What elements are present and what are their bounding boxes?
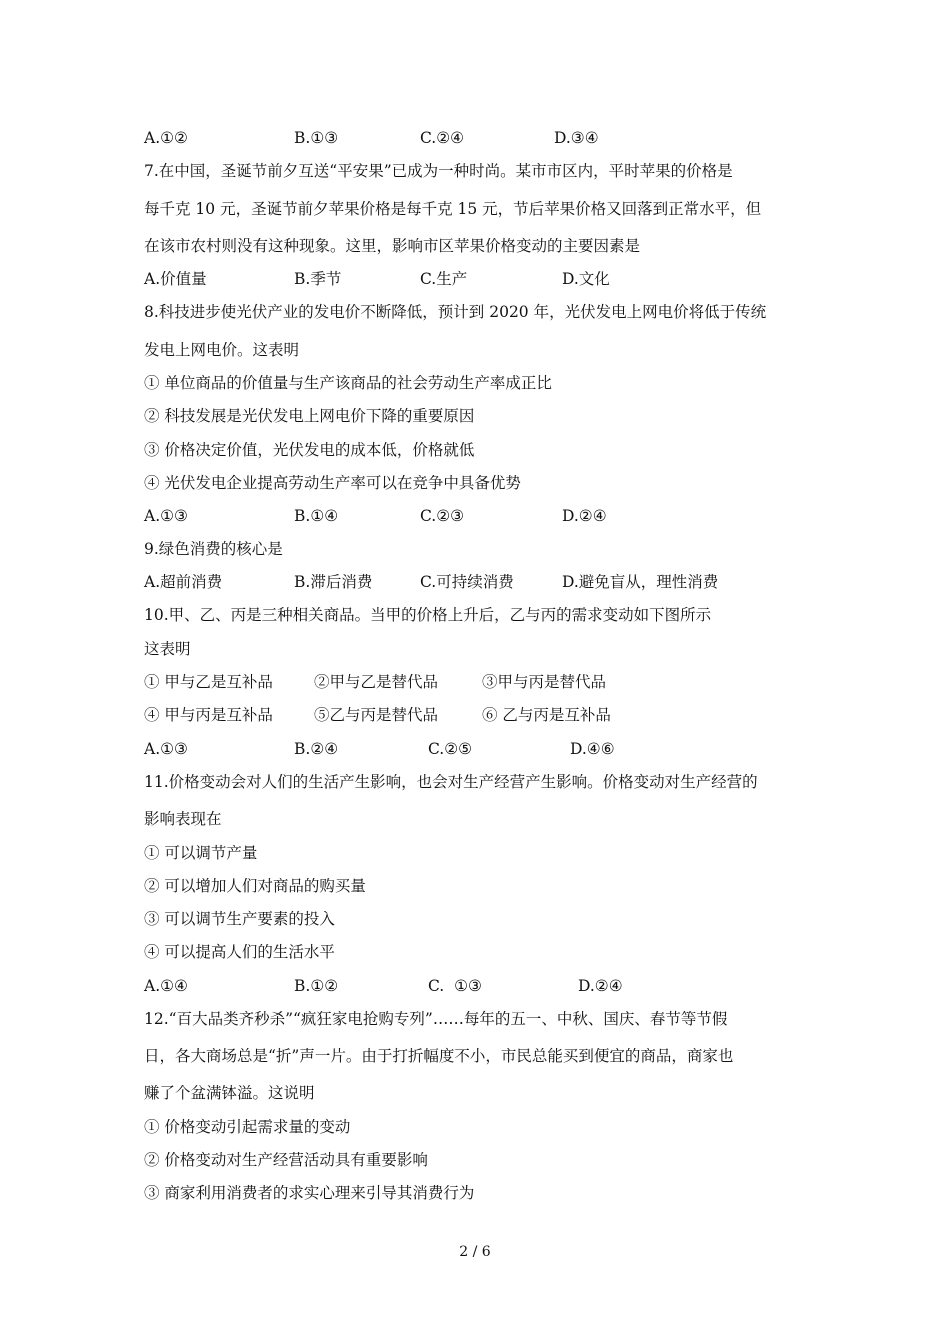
q11-item-2: ② 可以增加人们对商品的购买量 (144, 877, 366, 895)
q12-stem-line-1: 12.“百大品类齐秒杀”“疯狂家电抢购专列”……每年的五一、中秋、国庆、春节等节假 (144, 1010, 728, 1028)
q7-option-b: B.季节 (294, 270, 342, 288)
q8-option-a: A.①③ (144, 507, 188, 525)
q11-item-4: ④ 可以提高人们的生活水平 (144, 943, 335, 961)
q10-item-6: ⑥ 乙与丙是互补品 (482, 706, 611, 724)
q7-option-d: D.文化 (562, 270, 610, 288)
q11-stem-line-2: 影响表现在 (144, 810, 222, 828)
q8-item-4: ④ 光伏发电企业提高劳动生产率可以在竞争中具备优势 (144, 474, 521, 492)
q12-stem-line-2: 日，各大商场总是“折”声一片。由于打折幅度不小，市民总能买到便宜的商品，商家也 (144, 1047, 734, 1065)
q12-stem-line-3: 赚了个盆满钵溢。这说明 (144, 1084, 315, 1102)
q8-option-d: D.②④ (562, 507, 607, 525)
q10-option-a: A.①③ (144, 740, 188, 758)
q11-option-c: C. ①③ (428, 977, 482, 995)
q7-stem-line-3: 在该市农村则没有这种现象。这里，影响市区苹果价格变动的主要因素是 (144, 237, 641, 255)
q12-item-1: ① 价格变动引起需求量的变动 (144, 1118, 351, 1136)
q10-stem-line-1: 10.甲、乙、丙是三种相关商品。当甲的价格上升后，乙与丙的需求变动如下图所示 (144, 606, 712, 624)
q12-item-2: ② 价格变动对生产经营活动具有重要影响 (144, 1151, 428, 1169)
q11-option-d: D.②④ (578, 977, 623, 995)
q10-item-4: ④ 甲与丙是互补品 (144, 706, 273, 724)
q8-stem-line-2: 发电上网电价。这表明 (144, 341, 300, 359)
q10-item-3: ③甲与丙是替代品 (482, 673, 607, 691)
q8-option-c: C.②③ (420, 507, 465, 525)
q9-option-d: D.避免盲从，理性消费 (562, 573, 719, 591)
q9-stem: 9.绿色消费的核心是 (144, 540, 283, 558)
q11-option-a: A.①④ (144, 977, 188, 995)
q10-item-5: ⑤乙与丙是替代品 (314, 706, 439, 724)
q11-stem-line-1: 11.价格变动会对人们的生活产生影响，也会对生产经营产生影响。价格变动对生产经营的 (144, 773, 758, 791)
q10-item-1: ① 甲与乙是互补品 (144, 673, 273, 691)
q8-item-3: ③ 价格决定价值，光伏发电的成本低，价格就低 (144, 441, 475, 459)
q8-option-b: B.①④ (294, 507, 339, 525)
q10-option-b: B.②④ (294, 740, 339, 758)
page-number: 2 / 6 (459, 1244, 491, 1260)
q8-item-1: ① 单位商品的价值量与生产该商品的社会劳动生产率成正比 (144, 374, 552, 392)
q7-stem-line-2: 每千克 10 元，圣诞节前夕苹果价格是每千克 15 元，节后苹果价格又回落到正常水平，但 (144, 200, 762, 218)
q12-item-3: ③ 商家利用消费者的求实心理来引导其消费行为 (144, 1184, 475, 1202)
q11-item-1: ① 可以调节产量 (144, 844, 258, 862)
q6-option-d: D.③④ (554, 129, 599, 147)
q7-option-c: C.生产 (420, 270, 468, 288)
q8-item-2: ② 科技发展是光伏发电上网电价下降的重要原因 (144, 407, 475, 425)
q9-option-a: A.超前消费 (144, 573, 223, 591)
q7-stem-line-1: 7.在中国，圣诞节前夕互送“平安果”已成为一种时尚。某市市区内，平时苹果的价格是 (144, 162, 733, 180)
q10-option-c: C.②⑤ (428, 740, 473, 758)
q8-stem-line-1: 8.科技进步使光伏产业的发电价不断降低，预计到 2020 年，光伏发电上网电价将低于传统 (144, 303, 767, 321)
q10-stem-line-2: 这表明 (144, 640, 191, 658)
q6-option-b: B.①③ (294, 129, 339, 147)
q9-option-b: B.滞后消费 (294, 573, 373, 591)
q7-option-a: A.价值量 (144, 270, 207, 288)
q11-option-b: B.①② (294, 977, 339, 995)
q10-option-d: D.④⑥ (570, 740, 615, 758)
q6-option-a: A.①② (144, 129, 188, 147)
q6-option-c: C.②④ (420, 129, 465, 147)
q11-item-3: ③ 可以调节生产要素的投入 (144, 910, 335, 928)
q10-item-2: ②甲与乙是替代品 (314, 673, 439, 691)
q9-option-c: C.可持续消费 (420, 573, 514, 591)
